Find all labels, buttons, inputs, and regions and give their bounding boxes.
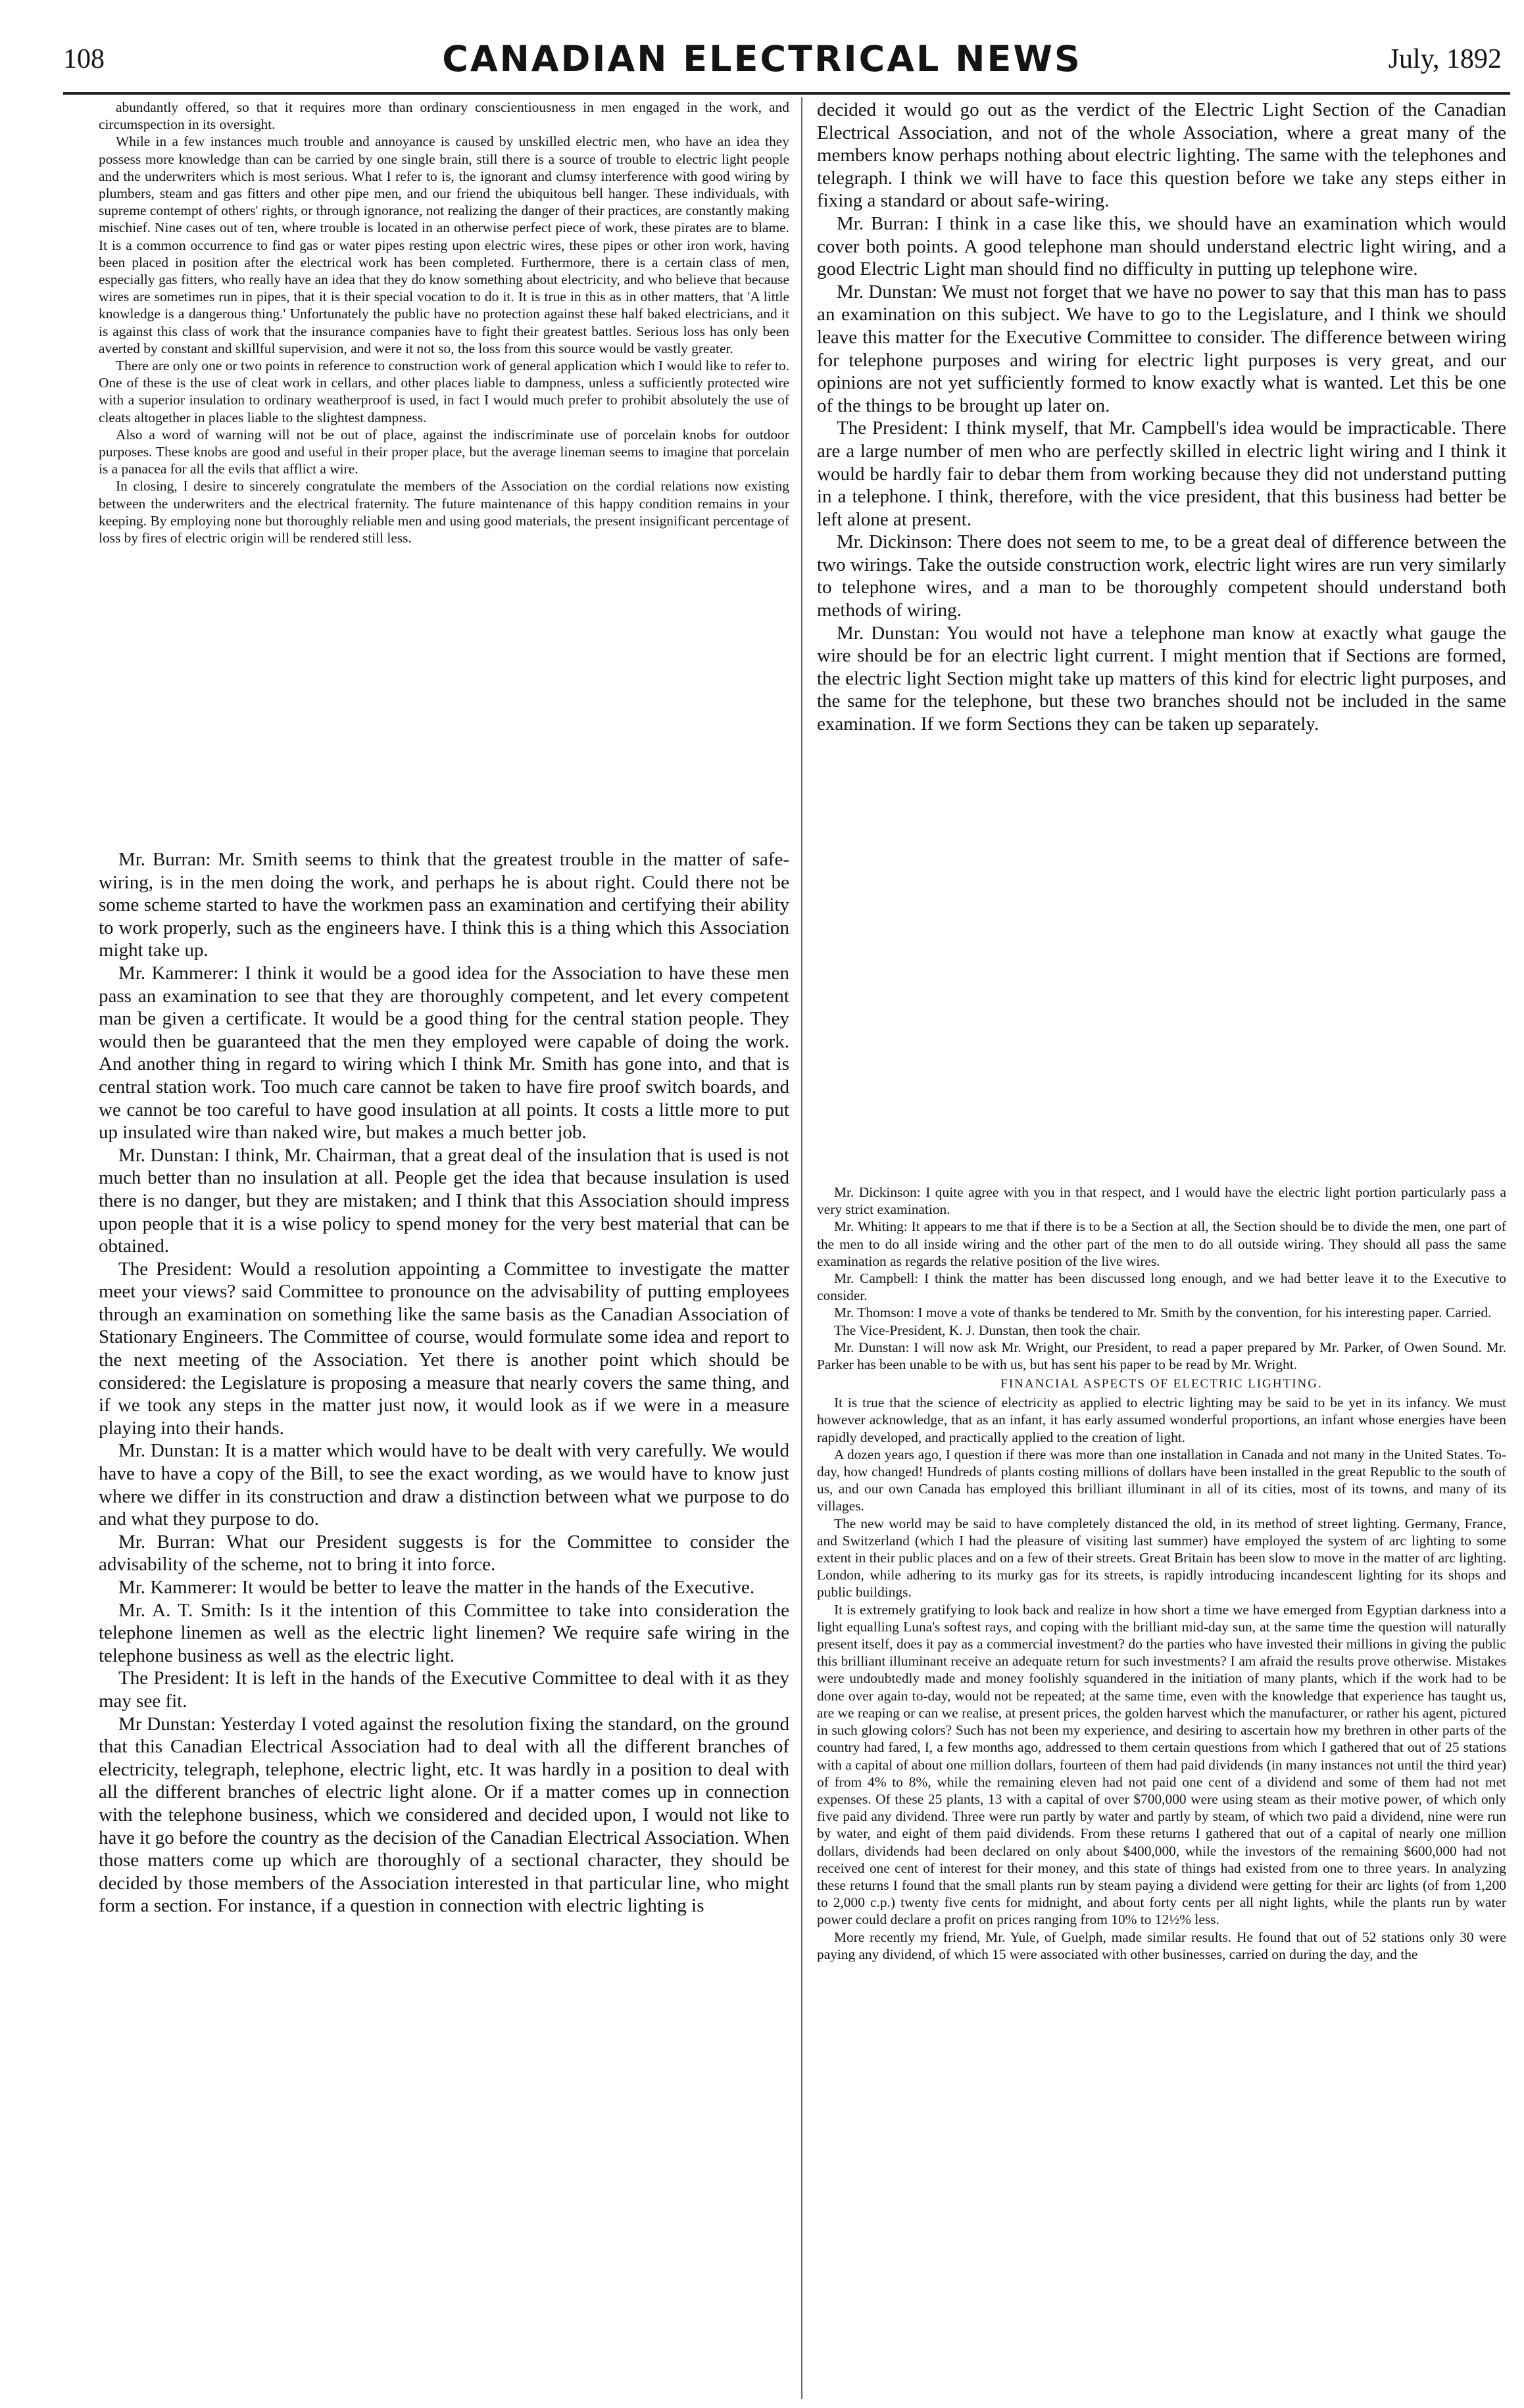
discussion-paragraph: Mr. Dickinson: I quite agree with you in that respect, and I would have the electric light portion particularly pass a very strict examination.	[817, 1184, 1506, 1218]
masthead	[0, 38, 1524, 84]
column-divider	[801, 97, 802, 2399]
discussion-paragraph: The President: It is left in the hands of the Executive Committee to deal with it as they may see fit.	[99, 1668, 789, 1712]
article-paragraph: More recently my friend, Mr. Yule, of Guelph, made similar results. He found that out of 52 stations only 30 were paying any dividend, of which 15 were associated with other businesses, carried on during the day, and the	[817, 1929, 1506, 1962]
article-paragraph: abundantly offered, so that it requires more than ordinary conscientiousness in men engaged in the work, and circumspection in its oversight.	[99, 99, 789, 133]
discussion-paragraph: Mr. Dunstan: It is a matter which would have to be dealt with very carefully. We would have to have a copy of the Bill, to see the exact wording, as we would have to know just where we differ in its construction and draw a distinction between what we purpose to do and what they purpose to do.	[99, 1440, 789, 1530]
section-heading: FINANCIAL ASPECTS OF ELECTRIC LIGHTING.	[1000, 1377, 1323, 1391]
left-column	[99, 99, 789, 2400]
discussion-paragraph: Mr. Dickinson: There does not seem to me, to be a great deal of difference between the two wirings. Take the outside construction work, electric light wires are run very similarly to telephone wires, and a man to be thoroughly competent should understand both methods of wiring.	[817, 531, 1506, 621]
right-column	[817, 99, 1506, 2400]
discussion-paragraph: Mr. Thomson: I move a vote of thanks be tendered to Mr. Smith by the convention, for his interesting paper. Carried.	[834, 1305, 1492, 1321]
right-small-text-block	[817, 1184, 1506, 2400]
discussion-paragraph: Mr. A. T. Smith: Is it the intention of this Committee to take into consideration the telephone linemen as well as the electric light linemen? We require safe wiring in the telephone business as well as the electric light.	[99, 1599, 789, 1666]
discussion-paragraph: Mr. Kammerer: It would be better to leave the matter in the hands of the Executive.	[118, 1577, 755, 1598]
discussion-paragraph: decided it would go out as the verdict of the Electric Light Section of the Canadian Electrical Association, and not of the whole Association, where a great many of the members know perhaps nothing about electric lighting. The same with the telephones and telegraph. I think we will have to face this question before we take any steps either in fixing a standard or about safe-wiring.	[817, 99, 1506, 212]
discussion-paragraph: Mr. Dunstan: I will now ask Mr. Wright, our President, to read a paper prepared by Mr. Parker, of Owen Sound. Mr. Parker has been unable to be with us, but has sent his paper to be read by Mr. Wright.	[817, 1339, 1506, 1373]
article-paragraph: It is true that the science of electricity as applied to electric lighting may be said to be yet in its infancy. We must however acknowledge, that as an infant, it has early assumed wonderful proportions, an infant whose energies have been rapidly developed, and practically applied to the creation of light.	[817, 1395, 1506, 1445]
discussion-paragraph: The Vice-President, K. J. Dunstan, then took the chair.	[834, 1322, 1141, 1338]
discussion-paragraph: Mr. Dunstan: I think, Mr. Chairman, that a great deal of the insulation that is used is not much better than no insulation at all. People get the idea that because insulation is used there is no danger, but they are mistaken; and I think that this Association should impress upon people that it is a wise policy to spend money for the very best material that can be obtained.	[99, 1144, 789, 1257]
article-paragraph: In closing, I desire to sincerely congratulate the members of the Association on the cordial relations now existing between the underwriters and the electrical fraternity. The future maintenance of this happy condition remains in your keeping. By employing none but thoroughly reliable men and using good materials, the present insignificant percentage of loss by fires of electric origin will be rendered still less.	[99, 478, 789, 546]
masthead-rule	[63, 92, 1510, 95]
left-discussion-block	[99, 848, 789, 2400]
discussion-paragraph: The President: Would a resolution appointing a Committee to investigate the matter meet your views? said Committee to pronounce on the advisability of putting employees through an examination on something like the same basis as the Canadian Association of Stationary Engineers. The Committee of course, would formulate some idea and report to the next meeting of the Association. Yet there is another point which should be considered: the Legislature is proposing a measure that nearly covers the same thing, and if we took any steps in the matter just now, it would look as if we were in a measure playing into their hands.	[99, 1258, 789, 1439]
discussion-paragraph: Mr. Campbell: I think the matter has been discussed long enough, and we had better leave it to the Executive to consider.	[817, 1270, 1506, 1304]
discussion-paragraph: Mr Dunstan: Yesterday I voted against the resolution fixing the standard, on the ground that this Canadian Electrical Association had to deal with all the different branches of electricity, telegraph, telephone, electric light, etc. It was hardly in a position to deal with all the different branches of electric light alone. Or if a matter comes up in connection with the telephone business, which we considered and decided upon, I would not like to have it go before the country as the decision of the Canadian Electrical Association. When those matters come up which are thoroughly of a sectional character, they should be decided by those members of the Association interested in that particular line, who might form a section. For instance, if a question in connection with electric lighting is	[99, 1713, 789, 1917]
discussion-paragraph: Mr. Burran: Mr. Smith seems to think that the greatest trouble in the matter of safe-wiring, is in the men doing the work, and perhaps he is about right. Could there not be some scheme started to have the workmen pass an examination and certifying their ability to work properly, such as the engineers have. I think this is a thing which this Association might take up.	[99, 849, 789, 961]
discussion-paragraph: Mr. Burran: I think in a case like this, we should have an examination which would cover both points. A good telephone man should understand electric light wiring, and a good Electric Light man should find no difficulty in putting up telephone wire.	[817, 212, 1506, 280]
page-number: 108	[63, 44, 105, 74]
article-paragraph: There are only one or two points in reference to construction work of general application which I would like to refer to. One of these is the use of cleat work in cellars, and other places liable to dampness, unless a sufficiently protected wire with a superior insulation to ordinary weatherproof is used, in fact I would much prefer to prohibit absolutely the use of cleats altogether in places liable to the slightest dampness.	[99, 358, 789, 425]
discussion-paragraph: Mr. Whiting: It appears to me that if there is to be a Section at all, the Section should be to divide the men, one part of the men to do all inside wiring and the other part of the men to do all outside wiring. They should all pass the same examination as regards the relative position of the live wires.	[817, 1218, 1506, 1269]
discussion-paragraph: Mr. Kammerer: I think it would be a good idea for the Association to have these men pass an examination to see that they are thoroughly competent, and let every competent man be given a certificate. It would be a good thing for the central station people. They would then be guaranteed that the men they employed were capable of doing the work. And another thing in regard to wiring which I think Mr. Smith has gone into, and that is central station work. Too much care cannot be taken to have fire proof switch boards, and we cannot be too careful to have good insulation at all points. It costs a little more to put up insulated wire than naked wire, but makes a much better job.	[99, 962, 789, 1144]
left-small-text-block	[99, 99, 789, 848]
article-paragraph: While in a few instances much trouble and annoyance is caused by unskilled electric men, who have an idea they possess more knowledge than can be carried by one single brain, still there is a source of trouble to electric light people and the underwriters which is most serious. What I refer to is, the ignorant and clumsy interference with good wiring by plumbers, steam and gas fitters and other pipe men, and our friend the ubiquitous bell hanger. These individuals, with supreme contempt of others' rights, or through ignorance, not realizing the danger of their practices, are constantly making mischief. Nine cases out of ten, where trouble is located in an otherwise perfect piece of work, these pirates are to blame. It is a common occurrence to find gas or water pipes resting upon electric wires, these pipes or other iron work, having been placed in position after the electrical work has been completed. Furthermore, there is a certain class of men, especially gas fitters, who really have an idea that they do know something about electricity, and who believe that because wires are sometimes run in pipes, that it is their special vocation to do it. It is true in this as in other matters, that 'A little knowledge is a dangerous thing.' Unfortunately the public have no protection against these half baked electricians, and it is against this class of work that the insurance companies have to fight their greatest battles. Serious loss has only been averted by constant and skillful supervision, and were it not so, the loss from this source would be vastly greater.	[99, 133, 789, 356]
article-paragraph: A dozen years ago, I question if there was more than one installation in Canada and not many in the United States. To-day, how changed! Hundreds of plants costing millions of dollars have been installed in the great Republic to the south of us, and our own Canada has employed this brilliant illuminant in all of its cities, most of its towns, and many of its villages.	[817, 1446, 1506, 1514]
article-paragraph: The new world may be said to have completely distanced the old, in its method of street lighting. Germany, France, and Switzerland (which I had the pleasure of visiting last summer) have employed the system of arc lighting to some extent in their public places and on a few of their streets. Great Britain has been slow to move in the matter of arc lighting. London, while adhering to its murky gas for its streets, is rapidly introducing incandescent lighting for its shops and public buildings.	[817, 1515, 1506, 1601]
publication-title: CANADIAN ELECTRICAL NEWS	[442, 38, 1082, 80]
article-paragraph: Also a word of warning will not be out of place, against the indiscriminate use of porcelain knobs for outdoor purposes. These knobs are good and useful in their proper place, but the average lineman seems to imagine that porcelain is a panacea for all the evils that afflict a wire.	[99, 426, 789, 477]
discussion-paragraph: Mr. Dunstan: We must not forget that we have no power to say that this man has to pass an examination on this subject. We have to go to the Legislature, and I think we should leave this matter for the Executive Committee to consider. The difference between wiring for telephone purposes and wiring for electric light purposes is very great, and our opinions are not yet sufficiently formed to know exactly what is wanted. Let this be one of the things to be brought up later on.	[817, 281, 1506, 416]
discussion-paragraph: Mr. Dunstan: You would not have a telephone man know at exactly what gauge the wire should be for an electric light current. I might mention that if Sections are formed, the electric light Section might take up matters of this kind for electric light purposes, and the same for the telephone, but these two branches should not be included in the same examination. If we form Sections they can be taken up separately.	[817, 622, 1506, 735]
discussion-paragraph: The President: I think myself, that Mr. Campbell's idea would be impracticable. There are a large number of men who are perfectly skilled in electric light wiring and I think it would be hardly fair to debar them from working because they did not understand putting in a telephone. I think, therefore, with the vice president, that this business had better be left alone at present.	[817, 418, 1506, 530]
discussion-paragraph: Mr. Burran: What our President suggests is for the Committee to consider the advisability of the scheme, not to bring it into force.	[99, 1531, 789, 1576]
article-paragraph: It is extremely gratifying to look back and realize in how short a time we have emerged from Egyptian darkness into a light equalling Luna's softest rays, and coping with the brilliant mid-day sun, at the same time the question will naturally present itself, does it pay as a commercial investment? do the parties who have invested their millions in giving the public this brilliant illuminant receive an adequate return for such investments? I am afraid the results prove otherwise. Mistakes were undoubtedly made and money foolishly squandered in the initiation of many plants, which if the work had to be done over again to-day, would not be repeated; at the same time, even with the knowledge that experience has taught us, are we reaping or can we realise, at present prices, the golden harvest which the manufacturer, or rather his agent, pictured in such glowing colors? Such has not been my experience, and desiring to ascertain how my brethren in other parts of the country had fared, I, a few months ago, addressed to them certain questions from which I gathered that out of 25 stations with a capital of about one million dollars, fourteen of them had paid dividends (in many instances not until the third year) of from 4% to 8%, while the remaining eleven had not paid one cent of a dividend and some of them had not met expenses. Of these 25 plants, 13 with a capital of over $700,000 were using steam as their motive power, of which only five paid any dividend. Three were run partly by water and partly by steam, of which two paid a dividend, nine were run by water, and eight of them paid dividends. From these returns I gathered that out of a capital of nearly one million dollars, dividends had been declared on only about $400,000, while the investors of the remaining $600,000 had not received one cent of interest for their money, and this state of things had existed from one to three years. In analyzing these returns I found that the small plants run by steam paying a dividend were getting for their arc lights (of from 1,200 to 2,000 c.p.) twenty five cents for midnight, and about forty cents per all night lights, while the plants run by water power could declare a profit on prices ranging from 10% to 12½% less.	[817, 1601, 1506, 1928]
right-discussion-block	[817, 99, 1506, 1184]
issue-date: July, 1892	[1388, 44, 1502, 74]
